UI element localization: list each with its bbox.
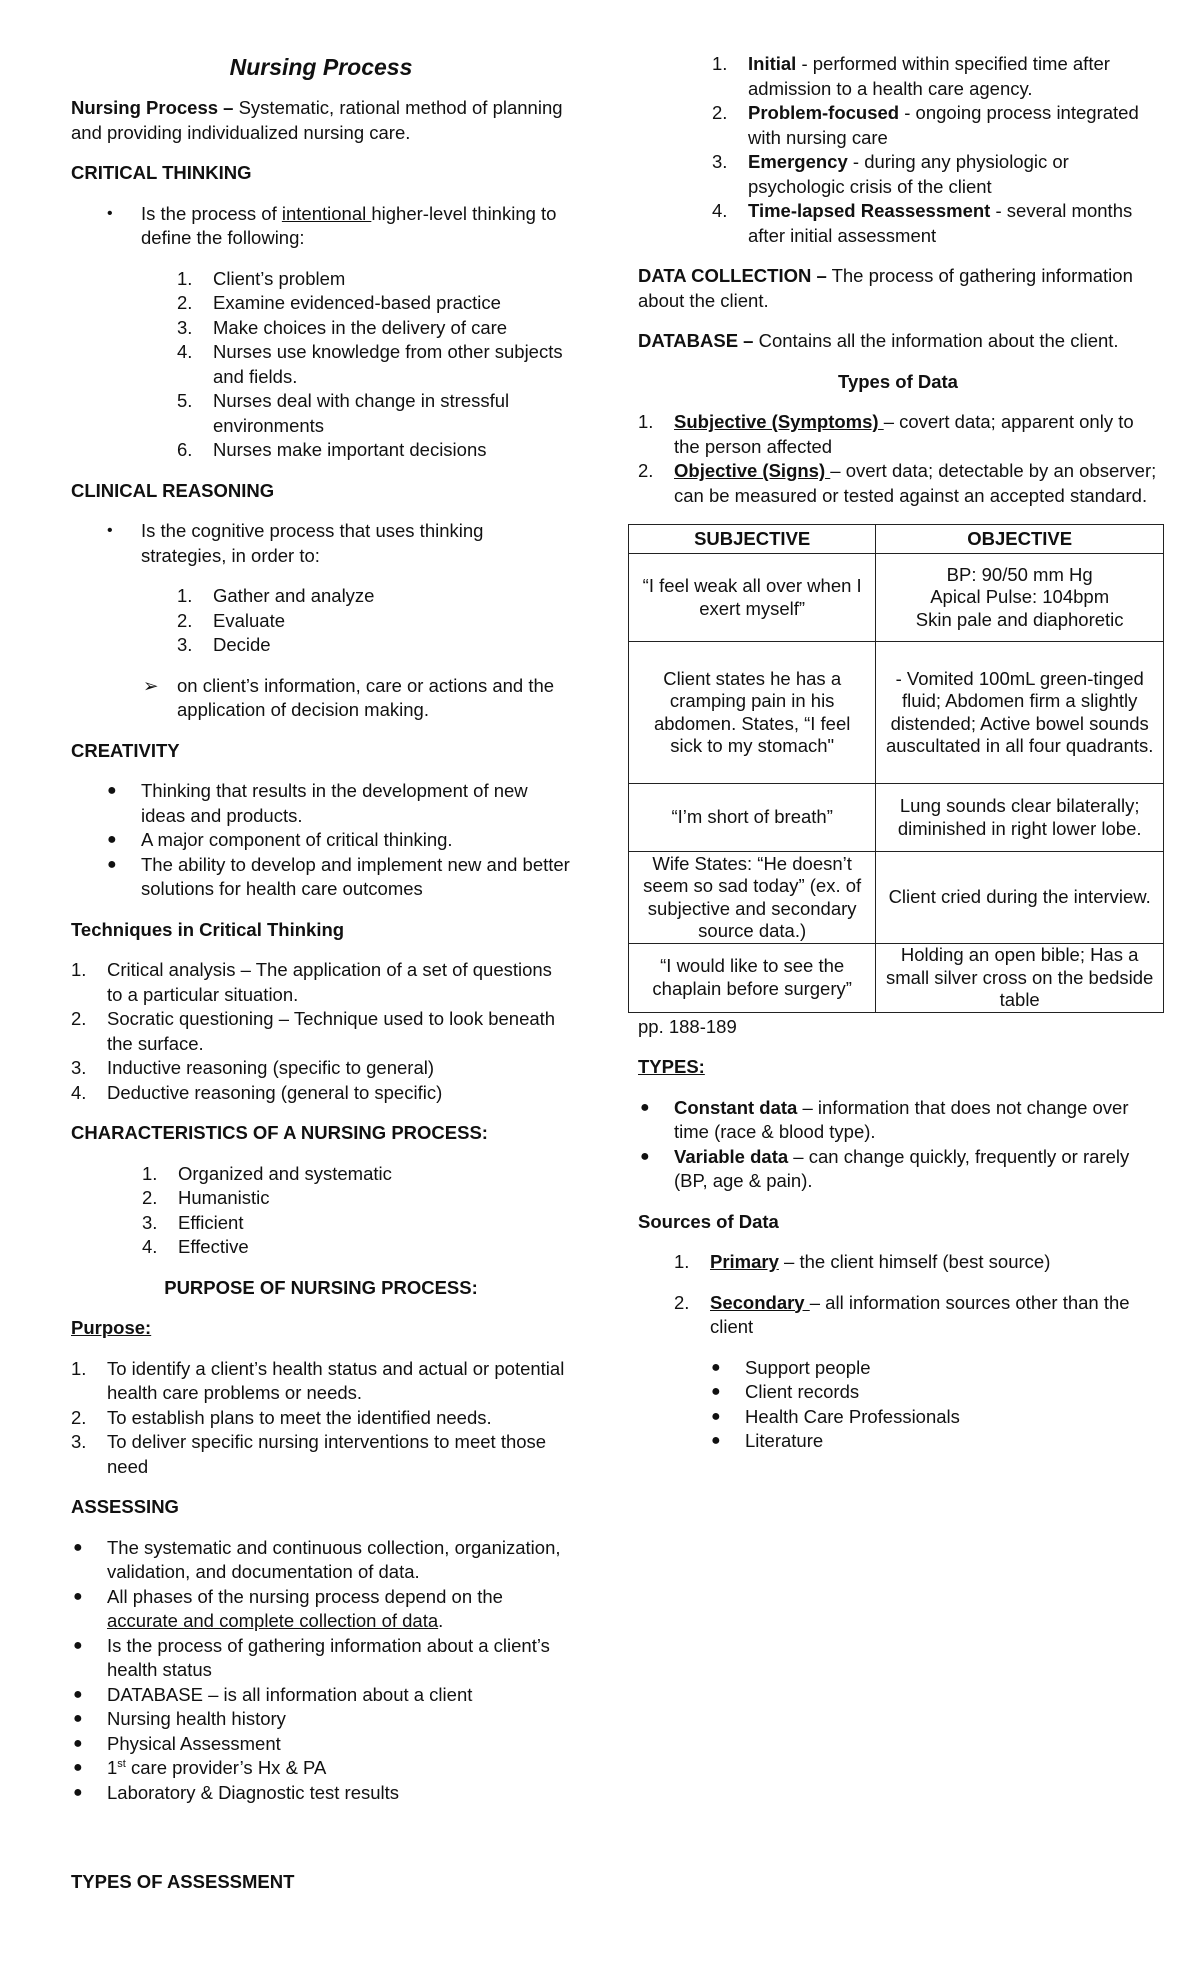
arrow-bullet (71, 674, 571, 723)
list-item (73, 1683, 571, 1708)
bullet-icon: ● (107, 855, 117, 873)
data-collection-definition: DATA COLLECTION – The process of gathering information about the client. (638, 265, 1133, 311)
critical-thinking-list (71, 267, 571, 463)
term: Time-lapsed Reassessment (748, 200, 991, 221)
list-item-text: Laboratory & Diagnostic test results (107, 1781, 400, 1803)
list-item-text: Health Care Professionals (745, 1405, 960, 1427)
document-title: Nursing Process (229, 54, 413, 80)
list-item-text: A major component of critical thinking. (141, 829, 453, 850)
list-item-text: The ability to develop and implement new and better solutions for health care outcomes (141, 853, 570, 899)
list-item-text: Literature (745, 1430, 824, 1451)
list-item: 5. Nurses deal with change in stressful environments (177, 390, 510, 436)
column-header: OBJECTIVE (876, 525, 1164, 554)
definition-term: Nursing Process – (71, 97, 234, 118)
characteristics-heading: CHARACTERISTICS OF A NURSING PROCESS: (71, 1122, 488, 1143)
list-item: 3. To deliver specific nursing interventions to meet those need (71, 1431, 547, 1477)
right-column (638, 52, 1158, 1470)
list-item: 2. Secondary – all information sources other than the client (674, 1291, 1130, 1337)
assessing-list (71, 1536, 571, 1806)
list-item-text: Make choices in the delivery of care (213, 316, 508, 338)
techniques-heading: Techniques in Critical Thinking (71, 918, 345, 940)
assessment-types-list (638, 52, 1158, 248)
term: Secondary (710, 1291, 810, 1313)
assessing-heading: ASSESSING (71, 1496, 179, 1517)
critical-thinking-bullets (71, 202, 571, 251)
list-item-text: DATABASE – is all information about a client (107, 1683, 473, 1705)
database-definition: DATABASE – Contains all the information about the client. (638, 330, 1119, 351)
list-item-text: Thinking that results in the development of new ideas and products. (141, 780, 528, 826)
list-item (73, 1536, 571, 1585)
bullet-icon: ● (73, 1636, 83, 1654)
table-cell: Wife States: “He doesn’t seem so sad today” (ex. of subjective and secondary source data.) (629, 852, 876, 944)
bullet-icon: • (107, 522, 113, 539)
list-item (711, 1380, 1158, 1405)
list-item (73, 1634, 571, 1683)
list-item-text: Socratic questioning – Technique used to look beneath the surface. (107, 1008, 556, 1054)
list-item-text: Efficient (178, 1211, 244, 1233)
bullet-icon: ● (640, 1147, 650, 1165)
list-item-text: All phases of the nursing process depend on the (107, 1585, 503, 1607)
table-cell: BP: 90/50 mm Hg Apical Pulse: 104bpm Skin pale and diaphoretic (876, 554, 1164, 642)
list-item: 6. Nurses make important decisions (177, 439, 487, 460)
types-list (638, 1096, 1158, 1194)
list-item (711, 1356, 1158, 1381)
term: DATA COLLECTION – (638, 265, 827, 286)
table-cell: Client states he has a cramping pain in his abdomen. States, “I feel sick to my stomach" (629, 642, 876, 784)
list-item: 3. Make choices in the delivery of care (177, 316, 508, 338)
table-row (629, 784, 1164, 852)
bullet-text: higher-level thinking to define the following: (141, 202, 557, 248)
list-item: 1. To identify a client’s health status and actual or potential health care problems or needs. (71, 1357, 565, 1403)
list-item-text: Inductive reasoning (specific to general) (107, 1057, 435, 1078)
term: DATABASE – (638, 330, 754, 351)
bullet-icon: ● (711, 1358, 721, 1376)
term: Emergency (748, 151, 848, 172)
list-item (711, 1405, 1158, 1430)
list-item: ● All phases of the nursing process depend on the accurate and complete collection of data. (73, 1585, 503, 1631)
term: Objective (Signs) (674, 460, 831, 481)
list-item: 1. Client’s problem (177, 267, 346, 289)
list-item-text: Organized and systematic (178, 1162, 392, 1184)
term: Subjective (Symptoms) (674, 411, 884, 432)
list-item: 1. Organized and systematic (142, 1162, 392, 1184)
purpose-list (71, 1357, 571, 1480)
list-item: 2. To establish plans to meet the identified needs. (71, 1406, 492, 1428)
table-cell: “I would like to see the chaplain before surgery” (629, 944, 876, 1013)
list-item-text: Gather and analyze (213, 585, 375, 606)
list-item: 1. Primary – the client himself (best source) (674, 1251, 1051, 1272)
term: Problem-focused (748, 102, 900, 123)
list-item: 2. Problem-focused - ongoing process integrated with nursing care (712, 102, 1139, 148)
arrow-bullet-text: on client’s information, care or actions and the application of decision making. (177, 674, 555, 720)
list-item (107, 779, 571, 828)
list-item: 3. Decide (177, 634, 271, 655)
list-item: 2. Humanistic (142, 1187, 270, 1208)
list-item: ● Variable data – can change quickly, frequently or rarely (BP, age & pain). (640, 1145, 1130, 1191)
clinical-reasoning-heading: CLINICAL REASONING (71, 479, 275, 501)
list-item-text: Decide (213, 634, 271, 655)
list-item-text: Humanistic (178, 1187, 270, 1208)
table-cell: Client cried during the interview. (876, 852, 1164, 944)
purpose-heading: PURPOSE OF NURSING PROCESS: (164, 1276, 478, 1298)
left-column (71, 52, 571, 1821)
list-item-text: The systematic and continuous collection, organization, validation, and documentation of data. (107, 1536, 561, 1582)
underlined-text: accurate and complete collection of data (107, 1610, 439, 1631)
page-reference: pp. 188-189 (638, 1015, 737, 1037)
list-item-text: Nursing health history (107, 1708, 286, 1729)
table-row (629, 554, 1164, 642)
list-item-text: Effective (178, 1236, 249, 1257)
list-item-text: To establish plans to meet the identified needs. (107, 1406, 492, 1428)
characteristics-list (71, 1162, 571, 1260)
bullet-text: Is the process of (141, 202, 282, 224)
list-item (73, 1732, 571, 1757)
list-item-text: care provider’s Hx & PA (125, 1757, 327, 1778)
list-item: 4. Deductive reasoning (general to specific) (71, 1081, 443, 1103)
list-item-text: Examine evidenced-based practice (213, 292, 501, 313)
bullet-icon: ● (640, 1098, 650, 1116)
subjective-objective-table (628, 524, 1164, 1013)
table-header-row (629, 525, 1164, 554)
list-item: ● 1st care provider’s Hx & PA (107, 1756, 571, 1781)
list-item: ● Constant data – information that does not change over time (race & blood type). (640, 1096, 1129, 1142)
bullet-icon: ● (73, 1783, 83, 1801)
list-item-text: Client’s problem (213, 267, 346, 289)
bullet-icon: ● (711, 1407, 721, 1425)
list-item: 3. Efficient (142, 1211, 244, 1233)
bullet-icon: ● (107, 831, 117, 848)
list-item: 4. Effective (142, 1236, 249, 1257)
purpose-subheading: Purpose: (71, 1317, 152, 1338)
bullet-icon: ● (73, 1759, 83, 1776)
table-cell: Lung sounds clear bilaterally; diminished in right lower lobe. (876, 784, 1164, 852)
arrow-right-icon: ➢ (143, 674, 159, 696)
list-item (73, 1781, 571, 1806)
techniques-list (71, 958, 571, 1105)
list-item: 3. Inductive reasoning (specific to general) (71, 1057, 435, 1078)
bullet-icon: ● (73, 1685, 83, 1703)
bullet-icon: ● (73, 1734, 83, 1752)
table-cell: Holding an open bible; Has a small silver cross on the bedside table (876, 944, 1164, 1013)
bullet-text: Is the cognitive process that uses thinking strategies, in order to: (141, 520, 484, 566)
list-item-text: Is the process of gathering information about a client’s health status (107, 1634, 550, 1680)
list-item (107, 828, 571, 853)
list-item-text: Critical analysis – The application of a set of questions to a particular situation. (107, 959, 552, 1005)
term: Constant data (674, 1096, 798, 1118)
table-cell: - Vomited 100mL green-tinged fluid; Abdomen firm a slightly distended; Active bowel sounds auscultated in all four quadrants. (876, 642, 1164, 784)
list-item: 2. Objective (Signs) – overt data; detectable by an observer; can be measured or tested against an accepted standard. (638, 460, 1157, 506)
list-item-text: Nurses use knowledge from other subjects and fields. (213, 341, 563, 387)
creativity-list (71, 779, 571, 902)
list-item-text: Physical Assessment (107, 1732, 281, 1754)
list-item (107, 202, 571, 251)
table-cell: “I’m short of breath” (629, 784, 876, 852)
definition-text: Systematic, rational method of planning and providing individualized nursing care. (71, 97, 563, 143)
list-item: 2. Socratic questioning – Technique used to look beneath the surface. (71, 1008, 556, 1054)
critical-thinking-heading: CRITICAL THINKING (71, 162, 252, 183)
secondary-sources-list (638, 1356, 1158, 1454)
list-item: 2. Examine evidenced-based practice (177, 292, 501, 313)
column-header: SUBJECTIVE (629, 525, 876, 554)
table-cell: “I feel weak all over when I exert myself” (629, 554, 876, 642)
types-of-data-heading: Types of Data (838, 370, 958, 392)
nursing-process-definition (71, 96, 571, 145)
list-item-text: To identify a client’s health status and actual or potential health care problems or needs. (107, 1357, 565, 1403)
types-of-assessment-heading: TYPES OF ASSESSMENT (71, 1871, 295, 1892)
list-item: 1. Initial - performed within specified time after admission to a health care agency. (712, 53, 1110, 99)
term: Initial (748, 53, 797, 74)
bullet-icon: ● (73, 1587, 83, 1605)
list-item-text: To deliver specific nursing interventions to meet those need (107, 1431, 547, 1477)
clinical-reasoning-bullets (71, 519, 571, 568)
list-item-text: Nurses deal with change in stressful environments (213, 390, 510, 436)
bullet-icon: ● (711, 1383, 721, 1400)
list-item-text: Client records (745, 1381, 860, 1402)
types-of-data-list (638, 410, 1158, 508)
table-row (629, 852, 1164, 944)
list-item: 1. Critical analysis – The application of a set of questions to a particular situation. (71, 959, 552, 1005)
underlined-text: intentional (281, 202, 372, 224)
bullet-icon: ● (73, 1710, 83, 1727)
list-item: 4. Time-lapsed Reassessment - several months after initial assessment (712, 200, 1133, 246)
sources-of-data-heading: Sources of Data (638, 1210, 779, 1232)
list-item: 3. Emergency - during any physiologic or psychologic crisis of the client (712, 151, 1069, 197)
bullet-icon: • (107, 204, 113, 222)
term: Primary (710, 1251, 779, 1272)
bullet-icon: ● (73, 1538, 83, 1556)
superscript: st (117, 1757, 126, 1770)
list-item: 1. Subjective (Symptoms) – covert data; apparent only to the person affected (638, 411, 1134, 457)
creativity-heading: CREATIVITY (71, 739, 180, 761)
list-item (73, 1707, 571, 1732)
list-item-text: Nurses make important decisions (213, 439, 487, 460)
table-row (629, 642, 1164, 784)
clinical-reasoning-list (71, 584, 571, 658)
table-row (629, 944, 1164, 1013)
list-item: 4. Nurses use knowledge from other subjects and fields. (177, 341, 563, 387)
list-item: 2. Evaluate (177, 609, 285, 631)
list-item-text: Evaluate (213, 609, 285, 631)
list-item (107, 519, 571, 568)
list-item-text: Support people (745, 1356, 871, 1378)
types-heading: TYPES: (638, 1056, 705, 1077)
sources-list (638, 1250, 1158, 1340)
bullet-icon: ● (711, 1432, 721, 1449)
list-item: 1. Gather and analyze (177, 585, 375, 606)
list-item (107, 853, 571, 902)
list-item (711, 1429, 1158, 1454)
list-item-text: Deductive reasoning (general to specific) (107, 1081, 443, 1103)
term: Variable data (674, 1145, 789, 1167)
bullet-icon: ● (107, 782, 117, 799)
